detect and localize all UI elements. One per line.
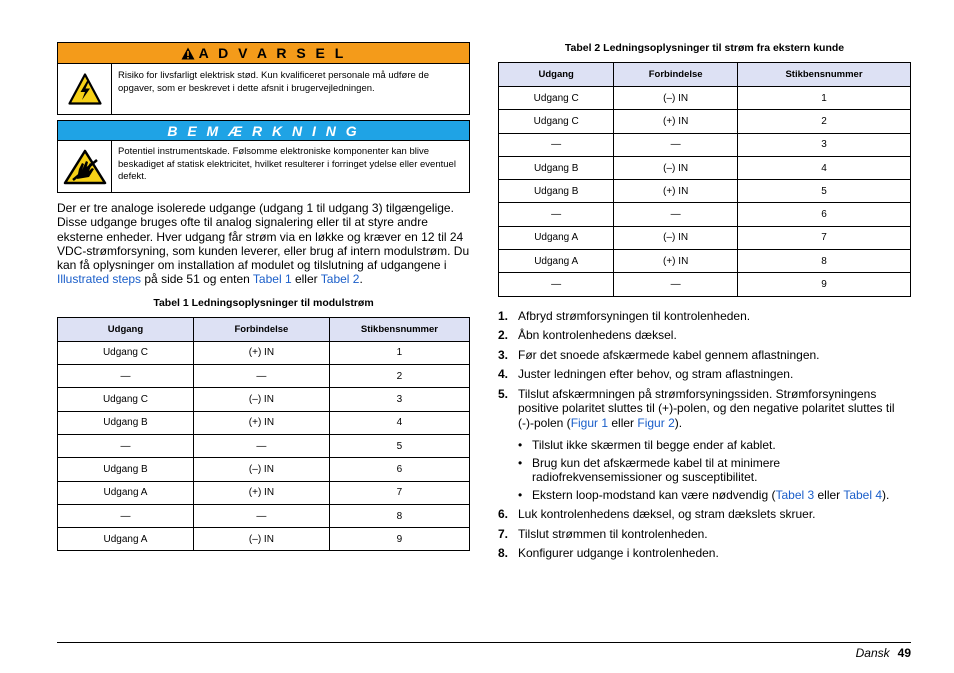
table-row <box>58 388 470 411</box>
table2 <box>498 62 911 297</box>
bullet-dot-icon: • <box>518 455 523 470</box>
table-cell: 3 <box>737 133 910 156</box>
table-row <box>58 528 470 551</box>
table-cell: — <box>58 434 194 457</box>
intro-text-3: eller <box>291 272 321 287</box>
list-item <box>498 507 911 522</box>
table-cell: Udgang A <box>58 528 194 551</box>
step-text <box>518 387 911 431</box>
warning-header <box>58 43 469 64</box>
table-cell: Udgang A <box>499 250 614 273</box>
bullet-text: Brug kun det afskærmede kabel til at minimere radiofrekvensemissioner og susceptibilitet. <box>532 455 781 485</box>
bullet3-text-c: ). <box>882 487 890 502</box>
intro-paragraph <box>57 201 470 287</box>
table-row <box>499 250 911 273</box>
bullet-dot-icon: • <box>518 438 523 453</box>
list-item <box>518 488 911 503</box>
table-cell: (–) IN <box>614 226 738 249</box>
table-cell: — <box>58 365 194 388</box>
table1-header: Stikbensnummer <box>329 317 469 341</box>
note-text: Potentiel instrumentskade. Følsomme elektroniske komponenter kan blive beskadiget af statisk elektricitet, hvilket resulterer i forringet ydelse eller eventuel defekt. <box>118 146 456 182</box>
step-number: 3. <box>498 347 509 362</box>
list-item <box>498 328 911 343</box>
warning-triangle-icon <box>181 47 195 60</box>
table-row <box>499 133 911 156</box>
electrical-hazard-icon-cell <box>58 64 112 114</box>
list-item <box>518 456 911 485</box>
table-cell: (–) IN <box>614 156 738 179</box>
bullet-text <box>532 488 889 503</box>
figur-2-link[interactable]: Figur 2 <box>637 415 675 430</box>
table-cell: — <box>614 133 738 156</box>
table-cell: Udgang A <box>499 226 614 249</box>
table-cell: 1 <box>329 341 469 364</box>
table-cell: 6 <box>329 458 469 481</box>
table-row <box>499 110 911 133</box>
table-row <box>499 226 911 249</box>
left-column <box>57 42 470 551</box>
table-cell: — <box>193 504 329 527</box>
bullet-text: Tilslut ikke skærmen til begge ender af kablet. <box>532 438 776 453</box>
table-cell: — <box>193 365 329 388</box>
intro-text-4: . <box>359 272 363 287</box>
table1-caption: Tabel 1 Ledningsoplysninger til modulstrøm <box>153 296 374 309</box>
table-cell: Udgang C <box>499 87 614 110</box>
table-row <box>58 504 470 527</box>
step5-text-c: ). <box>674 415 683 430</box>
table-row <box>58 434 470 457</box>
note-title: B E M Æ R K N I N G <box>167 122 360 139</box>
tabel-2-link[interactable]: Tabel 2 <box>320 272 360 287</box>
table-cell: — <box>614 273 738 296</box>
list-item <box>498 546 911 561</box>
table-cell: Udgang C <box>499 110 614 133</box>
table1 <box>57 317 470 552</box>
table-cell: 2 <box>329 365 469 388</box>
table1-header: Udgang <box>58 317 194 341</box>
esd-icon-cell <box>58 141 112 192</box>
bullet-list <box>518 438 911 502</box>
table-row <box>58 365 470 388</box>
table-cell: — <box>499 273 614 296</box>
table2-header: Stikbensnummer <box>737 63 910 87</box>
table-cell: — <box>614 203 738 226</box>
step-text: Før det snoede afskærmede kabel gennem aflastningen. <box>518 347 820 362</box>
table-row <box>58 481 470 504</box>
bullet3-text-a: Ekstern loop-modstand kan være nødvendig ( <box>532 487 776 502</box>
table-cell: — <box>499 203 614 226</box>
figur-1-link[interactable]: Figur 1 <box>570 415 609 430</box>
table-cell: Udgang B <box>499 180 614 203</box>
table-cell: 7 <box>329 481 469 504</box>
warning-text: Risiko for livsfarligt elektrisk stød. Kun kvalificeret personale må udføre de opgaver, som er beskrevet i dette afsnit i brugervejledningen. <box>118 70 429 94</box>
table1-header: Forbindelse <box>193 317 329 341</box>
table-cell: Udgang B <box>58 458 194 481</box>
table-cell: 9 <box>737 273 910 296</box>
list-item <box>498 367 911 382</box>
step-text: Åbn kontrolenhedens dæksel. <box>518 328 677 343</box>
table-cell: Udgang C <box>58 341 194 364</box>
table-cell: 8 <box>737 250 910 273</box>
right-column <box>498 42 911 566</box>
step-number: 7. <box>498 526 509 541</box>
step-number: 1. <box>498 308 509 323</box>
table-cell: — <box>58 504 194 527</box>
table-cell: 9 <box>329 528 469 551</box>
step-text: Tilslut strømmen til kontrolenheden. <box>518 526 708 541</box>
tabel-3-link[interactable]: Tabel 3 <box>775 487 815 502</box>
table-cell: — <box>193 434 329 457</box>
table-row <box>499 203 911 226</box>
footer-divider <box>57 642 911 643</box>
intro-text-2: på side 51 og enten <box>141 272 253 287</box>
table-row <box>58 341 470 364</box>
step-text: Juster ledningen efter behov, og stram aflastningen. <box>518 367 794 382</box>
table-cell: 8 <box>329 504 469 527</box>
table-row <box>499 180 911 203</box>
table-cell: (+) IN <box>193 411 329 434</box>
list-item <box>498 348 911 363</box>
table-cell: — <box>499 133 614 156</box>
illustrated-steps-link[interactable]: Illustrated steps <box>57 272 142 287</box>
table2-header: Udgang <box>499 63 614 87</box>
bullet3-text-b: eller <box>814 487 844 502</box>
step-number: 8. <box>498 546 509 561</box>
table-cell: (–) IN <box>193 528 329 551</box>
step-text: Konfigurer udgange i kontrolenheden. <box>518 546 719 561</box>
step-text: Luk kontrolenhedens dæksel, og stram dækslets skruer. <box>518 507 816 522</box>
step-number: 2. <box>498 328 509 343</box>
table-cell: 1 <box>737 87 910 110</box>
step-number: 4. <box>498 367 509 382</box>
step-number: 5. <box>498 386 509 401</box>
page-number: 49 <box>897 646 911 660</box>
table-cell: (–) IN <box>614 87 738 110</box>
table-cell: (+) IN <box>193 481 329 504</box>
table-cell: 6 <box>737 203 910 226</box>
footer-language: Dansk <box>855 646 890 660</box>
tabel-4-link[interactable]: Tabel 4 <box>843 487 883 502</box>
table-cell: 5 <box>737 180 910 203</box>
note-box <box>57 120 470 193</box>
step-text: Afbryd strømforsyningen til kontrolenheden. <box>518 308 751 323</box>
table-cell: 4 <box>329 411 469 434</box>
table-row <box>499 87 911 110</box>
list-item <box>498 527 911 542</box>
steps-list <box>498 309 911 431</box>
table2-header: Forbindelse <box>614 63 738 87</box>
table-cell: (+) IN <box>614 180 738 203</box>
table-cell: Udgang A <box>58 481 194 504</box>
table-row <box>58 411 470 434</box>
warning-title: A D V A R S E L <box>198 45 347 61</box>
table-cell: (+) IN <box>614 250 738 273</box>
electrical-hazard-icon <box>68 73 102 105</box>
table-row <box>499 156 911 179</box>
bullet-dot-icon: • <box>518 487 523 502</box>
warning-box <box>57 42 470 115</box>
table-cell: 5 <box>329 434 469 457</box>
table-cell: 4 <box>737 156 910 179</box>
table-row <box>58 458 470 481</box>
table-cell: (+) IN <box>614 110 738 133</box>
intro-text-1: Der er tre analoge isolerede udgange (udgang 1 til udgang 3) tilgængelige. Disse udgange bruges ofte til analog signalering eller til at styre andre eksterne enheder. Hver udgang får strøm via en løkke og kræver en 12 til 24 VDC-strømforsyning, som kunden leverer, eller brug af intern modulstrøm. Du kan få oplysninger om installation af modulet og tilslutning af udgangene i <box>57 201 470 273</box>
tabel-1-link[interactable]: Tabel 1 <box>252 272 292 287</box>
step5-text-b: eller <box>608 415 638 430</box>
table-cell: Udgang C <box>58 388 194 411</box>
list-item <box>498 309 911 324</box>
esd-hazard-icon <box>63 149 107 185</box>
note-header <box>58 121 469 141</box>
step5-text-a: Tilslut afskærmningen på strømforsyningssiden. Strømforsyningens positive polaritet sluttes til (+)-polen, og den negative polaritet sluttes til (-)-polen ( <box>518 386 895 430</box>
table-row <box>499 273 911 296</box>
list-item <box>518 438 911 453</box>
table-cell: 2 <box>737 110 910 133</box>
steps-list-continued <box>498 507 911 561</box>
page-footer <box>856 646 911 660</box>
list-item <box>498 387 911 431</box>
table-cell: Udgang B <box>499 156 614 179</box>
table-cell: Udgang B <box>58 411 194 434</box>
table-cell: (–) IN <box>193 458 329 481</box>
step-number: 6. <box>498 507 509 522</box>
table-cell: 7 <box>737 226 910 249</box>
table-cell: (–) IN <box>193 388 329 411</box>
table-cell: 3 <box>329 388 469 411</box>
table2-caption: Tabel 2 Ledningsoplysninger til strøm fra ekstern kunde <box>564 42 845 54</box>
table-cell: (+) IN <box>193 341 329 364</box>
